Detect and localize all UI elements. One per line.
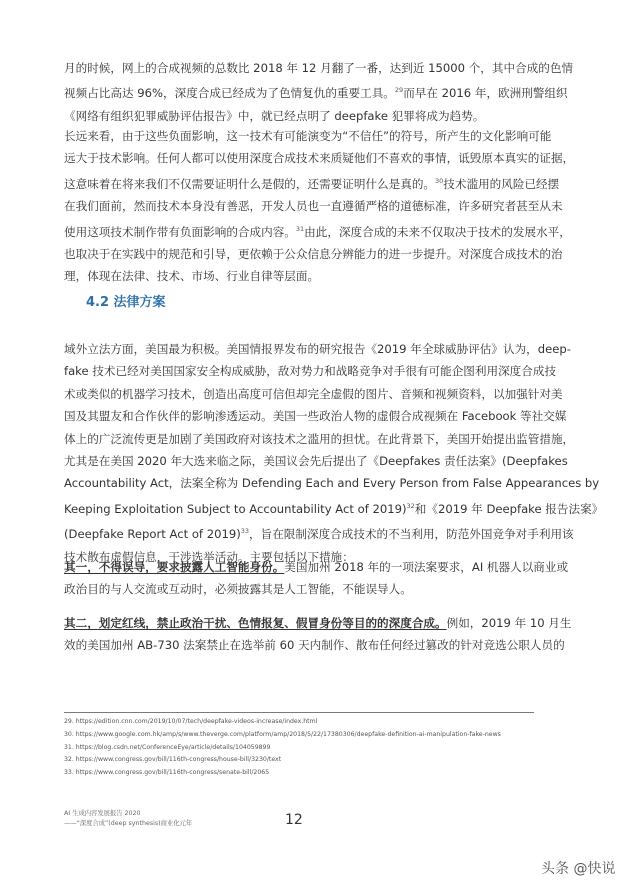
measure-2-title: 其二，划定红线，禁止政治干扰、色情报复、假冒身份等目的的深度合成。 [64, 616, 447, 630]
text-line: 也取决于在实践中的规范和引导，更依赖于公众信息分辨能力的进一步提升。对深度合成技术的治 [64, 247, 563, 262]
text-line: 月的时候，网上的合成视频的总数比 2018 年 12 月翻了一番，达到近 15000 个，其中合成的色情 [64, 61, 574, 75]
text-line: 视频占比高达 96%，深度合成已经成为了色情复仇的重要工具。$^{29}$而早在 2016 年，欧洲刑警组织 [64, 86, 568, 101]
footnote-33[interactable]: 33. https://www.congress.gov/bill/116th-congress/senate-bill/2065 [64, 769, 270, 777]
text-line: 其二，划定红线，禁止政治干扰、色情报复、假冒身份等目的的深度合成。例如，2019 年 10 月生 [64, 616, 572, 630]
text-line: 这意味着在将来我们不仅需要证明什么是假的，还需要证明什么是真的。$^{30}$技术滥用的风险已经摆 [64, 176, 560, 191]
text-line: fake 技术已经对美国国家安全构成威胁，敌对势力和战略竞争对手很有可能企图利用深度合成技 [64, 364, 557, 379]
text-line: 体上的广泛流传更是加剧了美国政府对该技术之滥用的担忧。在此背景下，美国开始提出监管措施， [64, 431, 575, 446]
footnotes [64, 716, 564, 780]
footer-report-title: AI 生成内容发展报告 2020 [64, 810, 141, 817]
text-line: 技术散布虚假信息，干涉选举活动。主要包括以下措施： [64, 549, 354, 564]
text-line: 政治目的与人交流或互动时，必须披露其是人工智能，不能误导人。 [64, 582, 412, 597]
measure-1-title: 其一，不得误导，要求披露人工智能身份。 [64, 560, 285, 574]
text-line: 域外立法方面，美国最为积极。美国情报界发布的研究报告《2019 年全球威胁评估》认为，deep- [64, 342, 571, 356]
footer-report-subtitle: ——“深度合成”(deep synthesis)商业化元年 [64, 820, 193, 827]
footnote-divider [64, 712, 534, 713]
text-line: 术或类似的机器学习技术，创造出高度可信但却完全虚假的图片、音频和视频资料，以加强针对美 [64, 386, 563, 401]
watermark: 头条 @快说 [541, 861, 616, 877]
footnote-29[interactable]: 29. https://edition.cnn.com/2019/10/07/tech/deepfake-videos-increase/index.html [64, 718, 318, 725]
text-line: 国及其盟友和合作伙伴的影响渗透运动。美国一些政治人物的虚假合成视频在 Facebook 等社交媒 [64, 409, 567, 424]
footnote-ref-31[interactable]: 31 [295, 224, 305, 233]
footnote-ref-32[interactable]: 32 [406, 501, 415, 510]
text-line: 效的美国加州 AB-730 法案禁止在选举前 60 天内制作、散布任何经过篡改的针对竞选公职人员的 [64, 638, 565, 653]
footnote-32[interactable]: 32. https://www.congress.gov/bill/116th-congress/house-bill/3230/text [64, 756, 282, 764]
page-number: 12 [285, 812, 303, 828]
footnote-ref-33[interactable]: 33 [240, 527, 250, 536]
text-line: 其一，不得误导，要求披露人工智能身份。美国加州 2018 年的一项法案要求，AI 机器人以商业或 [64, 560, 569, 574]
text-line: 尤其是在美国 2020 年大选来临之际，美国议会先后提出了《Deepfakes 责任法案》(Deepfakes [64, 454, 568, 469]
paragraph-2 [64, 125, 575, 288]
paragraph-1 [64, 57, 574, 127]
footnote-ref-30[interactable]: 30 [435, 176, 444, 185]
text-line: 《网络有组织犯罪威胁评估报告》中，就已经点明了 deepfake 犯罪将成为趋势。 [64, 108, 485, 123]
measure-1 [64, 556, 569, 601]
text-line: 长远来看，由于这些负面影响，这一技术有可能演变为“不信任”的符号，所产生的文化影响可能 [64, 129, 552, 143]
paragraph-3 [64, 338, 604, 568]
text-line: 远大于技术影响。任何人都可以使用深度合成技术来质疑他们不喜欢的事情，诋毁原本真实的证据， [64, 151, 575, 166]
text-line: 理，体现在法律、技术、市场、行业自律等层面。 [64, 269, 320, 284]
text-line: (Deepfake Report Act of 2019)$^{33}$，旨在限制深度合成技术的不当利用，防范外国竞争对手利用该 [64, 527, 574, 542]
footnote-31[interactable]: 31. https://blog.csdn.net/ConferenceEye/article/details/104059899 [64, 743, 271, 751]
text-line: 使用这项技术制作带有负面影响的合成内容。$^{31}$由此，深度合成的未来不仅取决于技术的发展水平， [64, 224, 571, 239]
footnote-30[interactable]: 30. https://www.google.com.hk/amp/s/www.theverge.com/platform/amp/2018/5/22/17380306/deepfake-definition-ai-manipulation-fake-news [64, 730, 501, 738]
section-heading: 4.2 法律方案 [86, 295, 166, 310]
footnote-ref-29[interactable]: 29 [394, 86, 404, 95]
report-footer [64, 809, 192, 829]
text-line: Accountability Act，法案全称为 Defending Each and Every Person from False Appearances by [64, 476, 600, 491]
text-line: 在我们面前，然而技术本身没有善恶，开发人员也一直遵循严格的道德标准，许多研究者甚至从未 [64, 199, 563, 214]
measure-2 [64, 612, 572, 657]
text-line: Keeping Exploitation Subject to Accountability Act of 2019)$^{32}$和《2019 年 Deepfake 报告法案》 [64, 501, 604, 516]
